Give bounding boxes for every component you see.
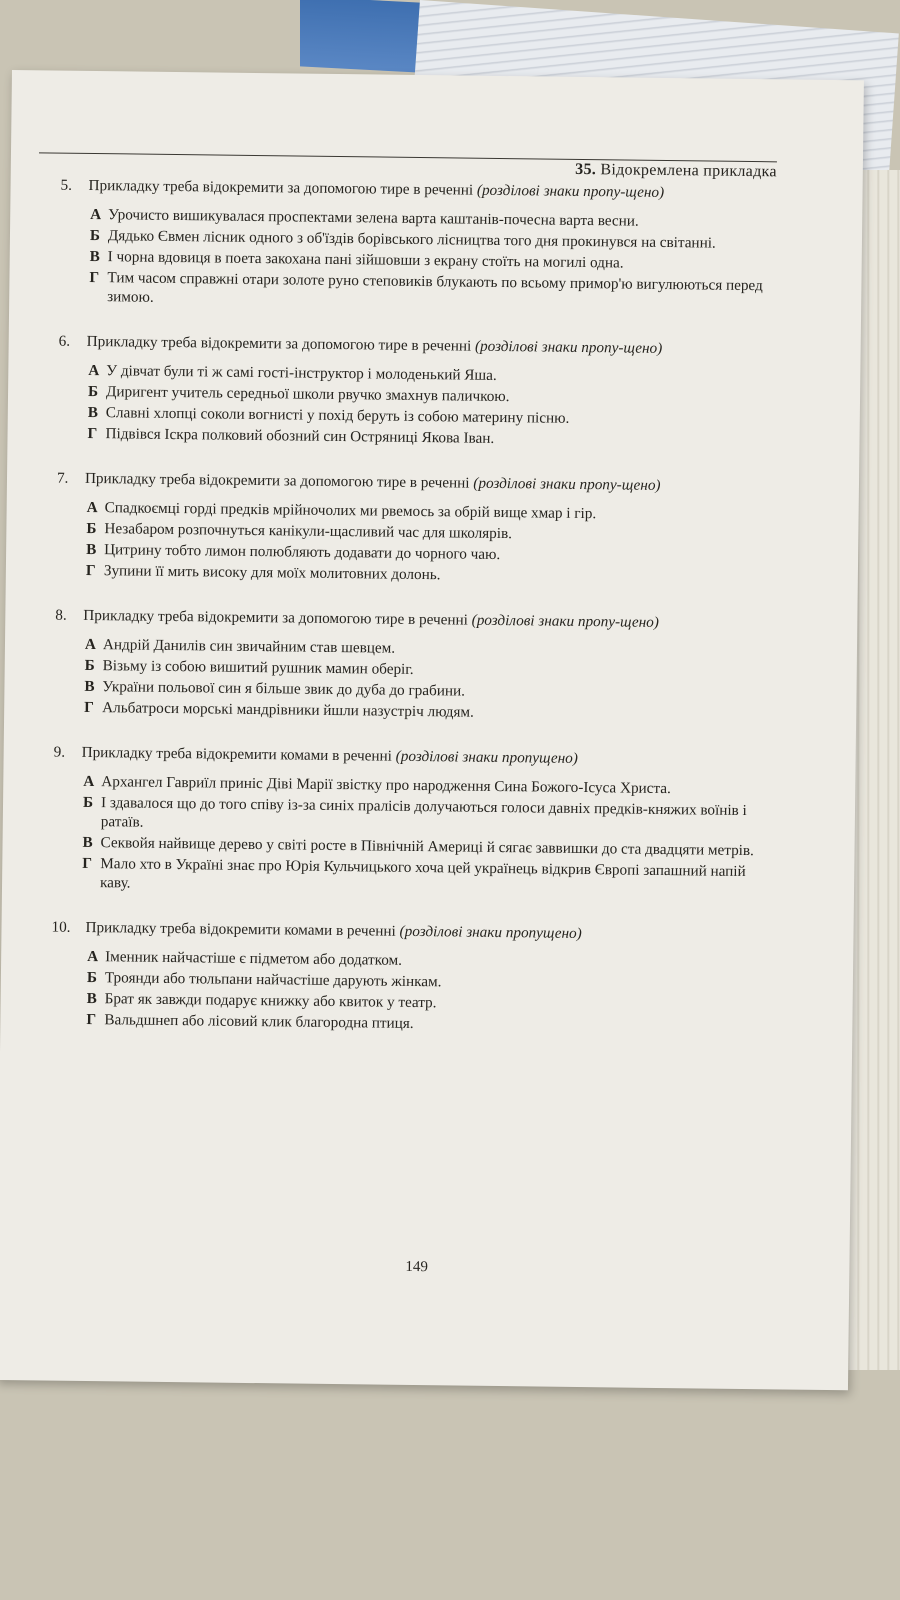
- option-text: Підвівся Іскра полковий обозний син Остряниці Якова Іван.: [105, 425, 495, 447]
- option-letter: В: [87, 403, 99, 422]
- question-10: [50, 918, 771, 1038]
- option-h: [52, 854, 772, 901]
- option-letter: А: [83, 772, 95, 791]
- question-text: Прикладку треба відокремити комами в реченні: [81, 743, 393, 765]
- option-text: Урочисто вишикувалася проспектами зелена варта каштанів-почесна варта весни.: [108, 206, 639, 230]
- option-text: Архангел Гавриїл приніс Діві Марії звістку про народження Сина Божого-Ісуса Христа.: [101, 773, 671, 798]
- question-text: Прикладку треба відокремити комами в реченні: [85, 918, 396, 940]
- option-letter: А: [87, 947, 99, 966]
- option-letter: Б: [82, 793, 94, 812]
- question-text: Прикладку треба відокремити за допомогою тире в реченні: [83, 606, 468, 629]
- question-stem: [55, 606, 775, 634]
- option-letter: Б: [89, 226, 101, 245]
- option-text: Дядько Євмен лісник одного з об'їздів борівського лісництва того дня прокинувся на світанні.: [107, 227, 716, 252]
- option-letter: Г: [82, 854, 93, 873]
- question-number: 9.: [53, 743, 66, 761]
- option-letter: А: [84, 635, 97, 654]
- option-letter: Б: [84, 656, 95, 675]
- option-h: [59, 268, 779, 315]
- question-note: (розділові знаки пропу-щено): [471, 611, 659, 631]
- option-text: Зупини її мить високу для моїх молитовних долонь.: [103, 562, 441, 584]
- question-number: 5.: [60, 176, 73, 194]
- option-letter: Г: [86, 1010, 97, 1029]
- option-letter: Б: [86, 968, 98, 987]
- question-stem: [59, 332, 779, 360]
- question-number: 10.: [51, 918, 71, 936]
- question-8: [54, 606, 775, 726]
- question-text: Прикладку треба відокремити за допомогою тире в реченні: [86, 332, 472, 355]
- question-6: [57, 332, 778, 452]
- question-note: (розділові знаки пропущено): [395, 747, 578, 767]
- question-number: 6.: [58, 332, 71, 350]
- chapter-number: 35.: [575, 160, 597, 179]
- option-letter: А: [90, 205, 102, 224]
- option-letter: Г: [85, 561, 96, 580]
- question-stem: [54, 743, 774, 771]
- option-text: Іменник найчастіше є підметом або додатком.: [105, 948, 403, 969]
- option-text: Візьму із собою вишитий рушник мамин оберіг.: [102, 657, 414, 678]
- option-letter: Г: [84, 698, 94, 717]
- question-note: (розділові знаки пропу-щено): [473, 474, 661, 494]
- option-b: [53, 793, 773, 840]
- page-number: 149: [405, 1258, 429, 1276]
- option-text: Вальдшнеп або лісовий клик благородна птиця.: [104, 1011, 414, 1032]
- question-text: Прикладку треба відокремити за допомогою тире в реченні: [88, 176, 474, 199]
- option-text: Тим часом справжні отари золоте руно степовиків блукають по всьому примор'ю вигулюються перед зимою.: [107, 269, 763, 306]
- header-rule: [39, 152, 777, 162]
- option-text: Брат як завжди подарує книжку або квиток у театр.: [104, 990, 437, 1012]
- option-letter: А: [86, 498, 98, 517]
- question-stem: [51, 918, 771, 946]
- question-stem: [57, 469, 777, 497]
- option-text: Цитрину тобто лимон полюбляють додавати до чорного чаю.: [104, 541, 501, 564]
- option-text: Андрій Данилів син звичайним став шевцем.: [102, 636, 396, 657]
- option-letter: В: [84, 677, 95, 696]
- question-number: 8.: [55, 606, 67, 624]
- question-5: [59, 176, 781, 315]
- option-text: Незабаром розпочнуться канікули-щасливий час для школярів.: [104, 520, 513, 543]
- option-text: Спадкоємці горді предків мрійночолих ми рвемось за обрій вище хмар і гір.: [104, 499, 597, 523]
- option-text: України польової син я більше звик до дуба до грабини.: [102, 678, 466, 700]
- option-text: І здавалося що до того співу із-за синіх пралісів долучаються голоси давніх предків-княжих воїнів і ратаїв.: [100, 794, 747, 831]
- option-letter: В: [82, 833, 93, 852]
- questions-list: [50, 176, 781, 1064]
- option-letter: Г: [89, 268, 100, 287]
- chapter-title: Відокремлена прикладка: [600, 161, 777, 181]
- option-text: Мало хто в Україні знає про Юрія Кульчицького хоча цей українець відкрив Європі запашний напій каву.: [99, 855, 746, 892]
- option-letter: Б: [86, 519, 97, 538]
- option-text: Славні хлопці соколи вогнисті у похід беруть із собою материну пісню.: [105, 404, 570, 427]
- option-letter: В: [89, 247, 100, 266]
- option-letter: Г: [87, 424, 98, 443]
- option-text: У дівчат були ті ж самі гості-інструктор і молоденький Яша.: [106, 362, 497, 384]
- question-note: (розділові знаки пропу-щено): [476, 181, 665, 201]
- question-text: Прикладку треба відокремити за допомогою тире в реченні: [84, 469, 470, 492]
- option-letter: В: [86, 989, 97, 1008]
- question-note: (розділові знаки пропущено): [399, 922, 582, 943]
- option-text: І чорна вдовиця в поета закохана пані зійшовши з екрану стоїть на могилі одна.: [107, 248, 624, 272]
- option-letter: А: [88, 361, 100, 380]
- option-letter: В: [86, 540, 97, 559]
- book-page: [0, 70, 864, 1390]
- option-text: Секвойя найвище дерево у світі росте в Північній Америці й сягає заввишки до ста двадцяти метрів.: [100, 834, 755, 860]
- option-text: Троянди або тюльпани найчастіше дарують жінкам.: [104, 969, 442, 991]
- option-letter: Б: [87, 382, 99, 401]
- running-head: [575, 161, 777, 181]
- question-7: [56, 469, 777, 589]
- question-number: 7.: [56, 469, 69, 487]
- question-note: (розділові знаки пропу-щено): [474, 337, 663, 357]
- option-text: Диригент учитель середньої школи рвучко змахнув паличкою.: [105, 383, 510, 406]
- question-9: [52, 743, 774, 901]
- option-text: Альбатроси морські мандрівники йшли назустріч людям.: [102, 699, 474, 721]
